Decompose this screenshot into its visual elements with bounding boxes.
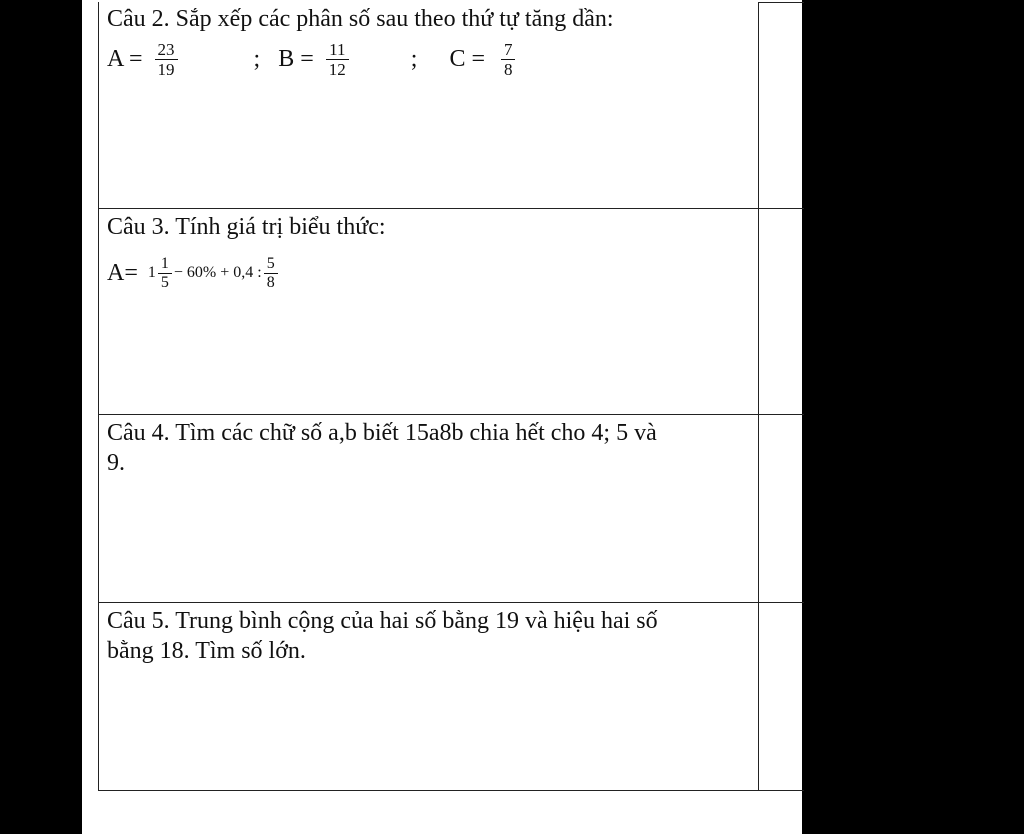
fraction-c-denominator: 8 bbox=[503, 59, 513, 79]
fraction-a bbox=[155, 40, 178, 79]
fraction-c bbox=[501, 40, 516, 79]
fraction-a-denominator: 19 bbox=[157, 59, 175, 79]
expression-middle: − 60% + 0,4 : bbox=[173, 264, 262, 281]
separator-2: ; bbox=[410, 46, 418, 72]
fraction-b bbox=[326, 40, 349, 79]
question-4-line-2: 9. bbox=[107, 450, 125, 476]
question-4-line-1: Câu 4. Tìm các chữ số a,b biết 15a8b chia hết cho 4; 5 và bbox=[107, 420, 657, 446]
question-3-expression bbox=[107, 248, 749, 298]
mixed-number bbox=[148, 255, 174, 292]
document-page bbox=[82, 0, 802, 834]
question-5-line-2: bằng 18. Tìm số lớn. bbox=[107, 638, 306, 664]
fraction-b-label: B = bbox=[278, 46, 314, 72]
last-denominator: 8 bbox=[266, 273, 275, 291]
row-divider-2 bbox=[99, 414, 804, 415]
question-5 bbox=[107, 606, 749, 666]
mixed-denominator: 5 bbox=[160, 273, 169, 291]
separator-1: ; bbox=[253, 46, 261, 72]
fraction-b-numerator: 11 bbox=[326, 40, 349, 60]
question-2-fractions bbox=[107, 34, 749, 84]
question-3 bbox=[107, 212, 749, 298]
question-table bbox=[98, 2, 804, 791]
question-4 bbox=[107, 418, 749, 478]
question-2 bbox=[107, 4, 749, 84]
expression-label: A= bbox=[107, 260, 138, 286]
last-numerator: 5 bbox=[264, 255, 278, 274]
row-divider-3 bbox=[99, 602, 804, 603]
table-column-divider bbox=[758, 2, 759, 790]
fraction-a-label: A = bbox=[107, 46, 143, 72]
mixed-numerator: 1 bbox=[158, 255, 172, 274]
fraction-c-numerator: 7 bbox=[501, 40, 516, 60]
fraction-a-numerator: 23 bbox=[155, 40, 178, 60]
fraction-c-label: C = bbox=[449, 46, 485, 72]
mixed-fraction bbox=[158, 255, 172, 292]
mixed-whole: 1 bbox=[147, 264, 156, 281]
table-top-border bbox=[758, 2, 804, 3]
question-3-title: Câu 3. Tính giá trị biểu thức: bbox=[107, 214, 386, 240]
question-2-title: Câu 2. Sắp xếp các phân số sau theo thứ tự tăng dần: bbox=[107, 6, 614, 32]
question-5-line-1: Câu 5. Trung bình cộng của hai số bằng 19 và hiệu hai số bbox=[107, 608, 658, 634]
expression-last-fraction bbox=[264, 255, 278, 292]
row-divider-1 bbox=[99, 208, 804, 209]
fraction-b-denominator: 12 bbox=[328, 59, 346, 79]
